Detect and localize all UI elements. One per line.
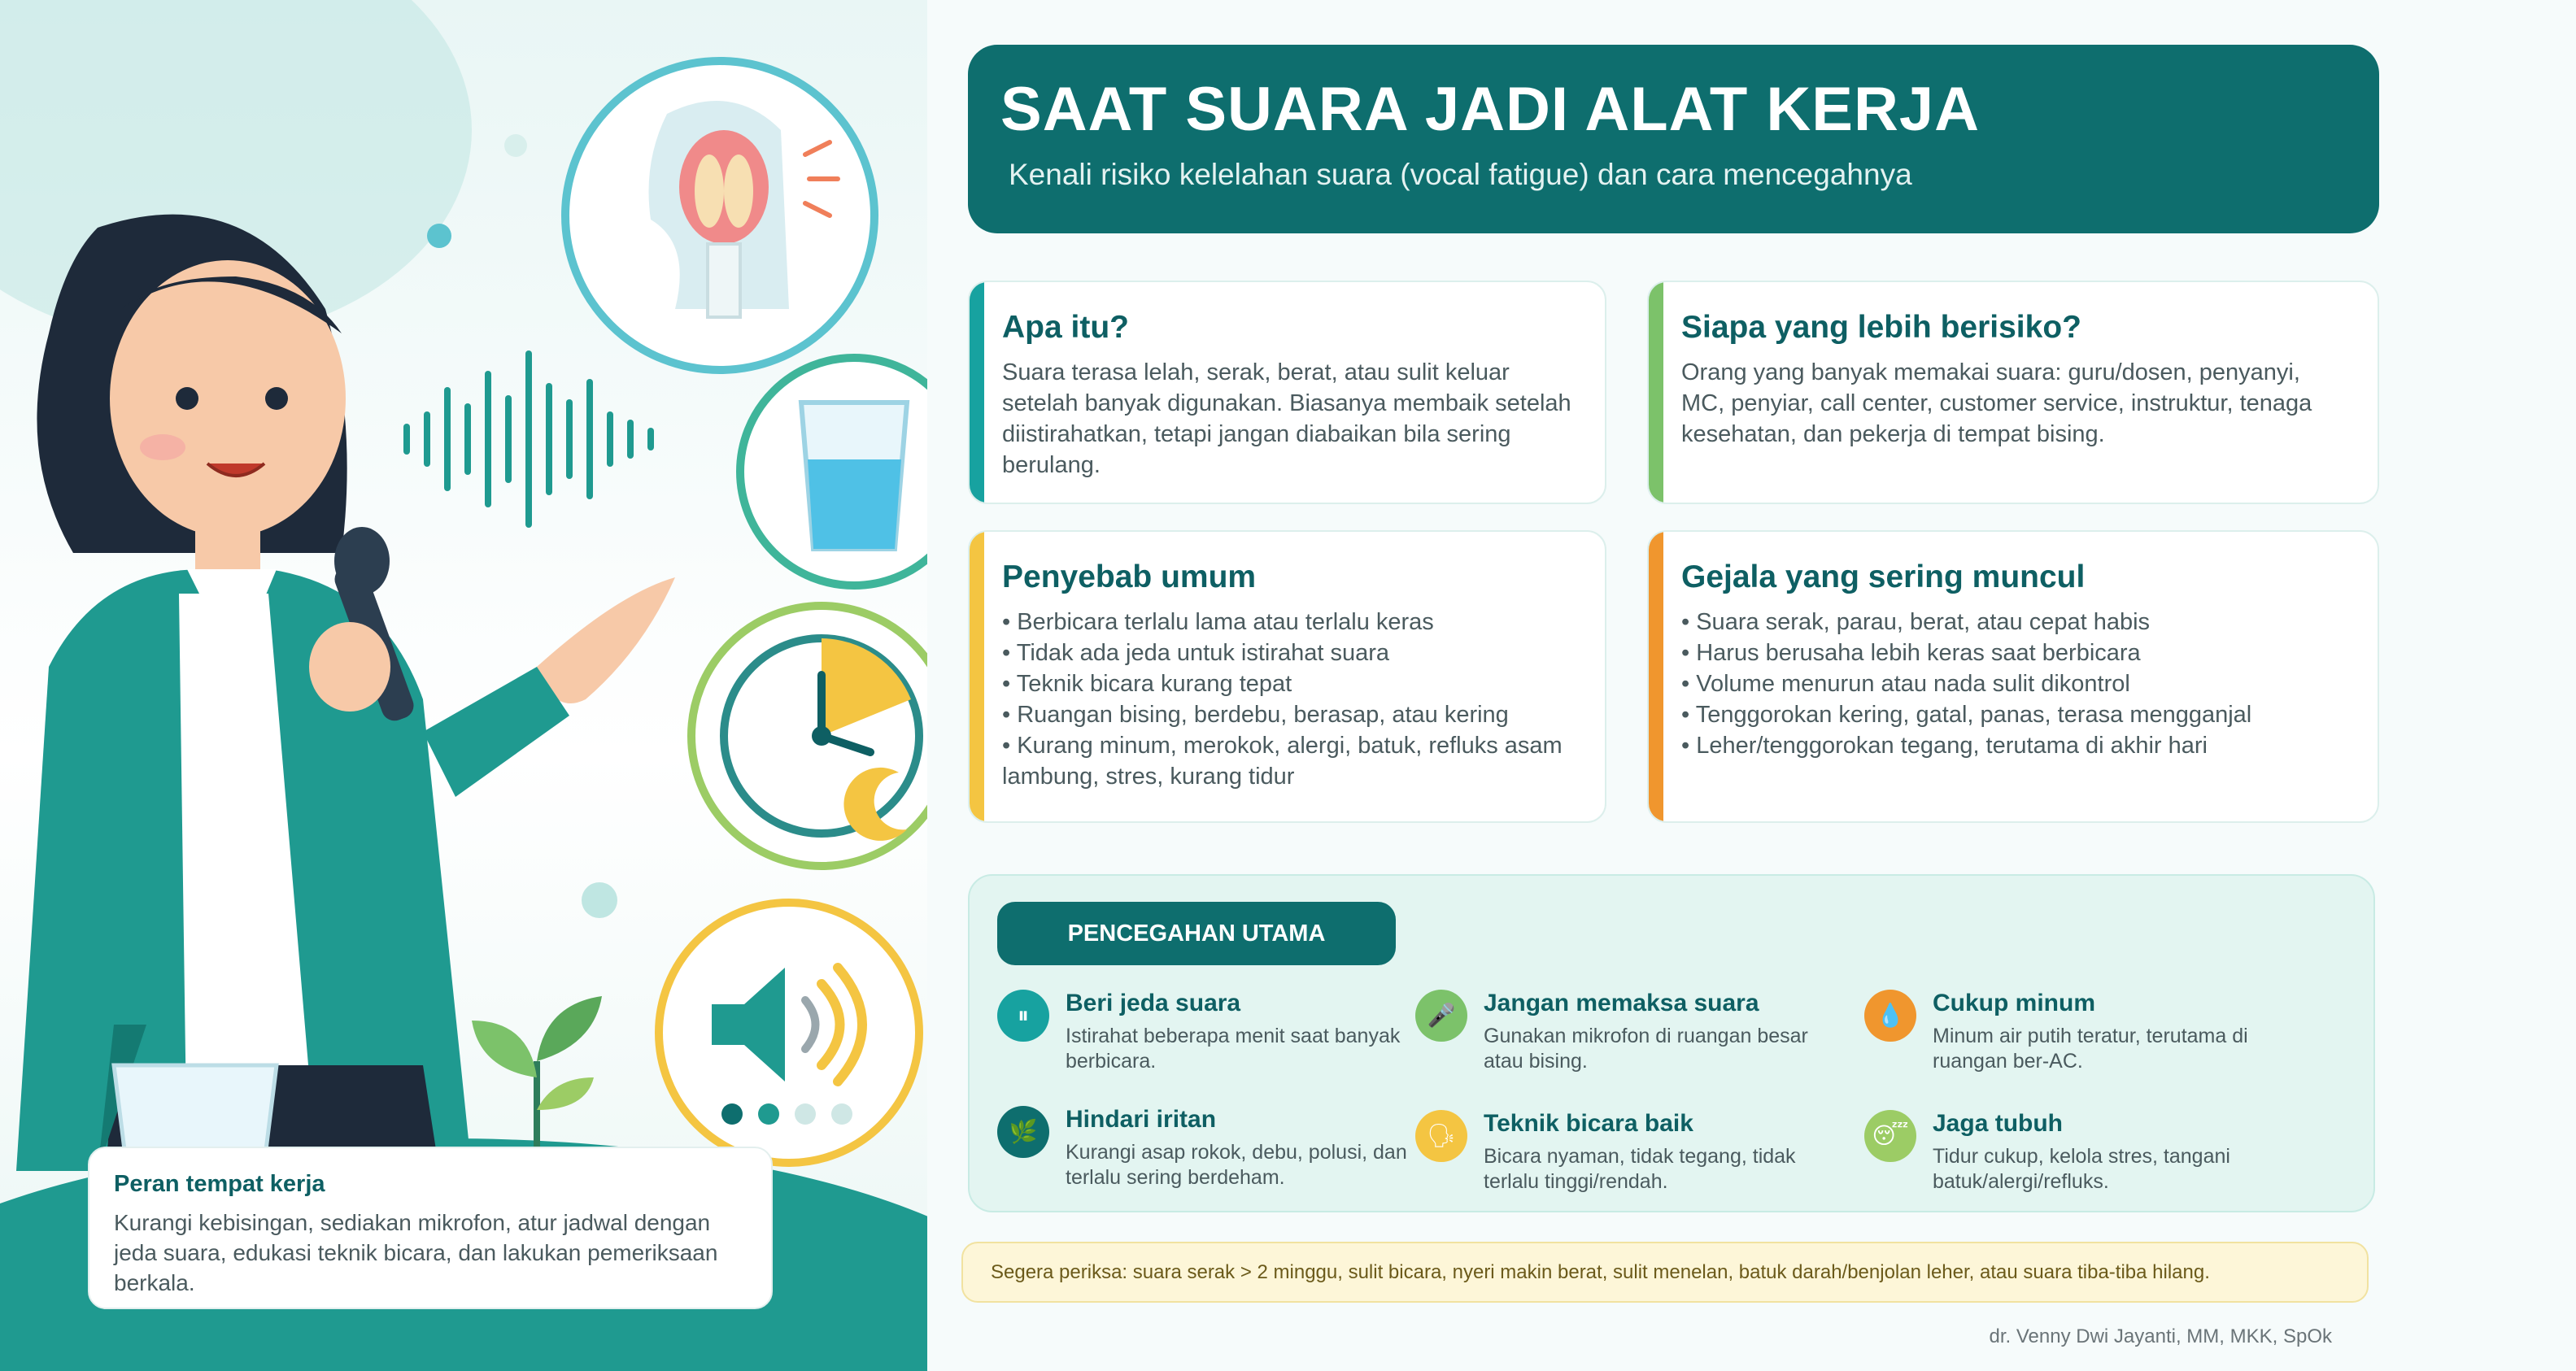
plant-icon (455, 988, 618, 1167)
card-siapa-berisiko (1647, 281, 2379, 504)
card-text: Suara terasa lelah, serak, berat, atau sulit keluar setelah banyak digunakan. Biasanya membaik setelah diistirahatkan, tetapi jangan diabaikan bila sering berulang. (1002, 359, 1571, 478)
page-title: SAAT SUARA JADI ALAT KERJA (1000, 75, 1981, 144)
list-item: • Tenggorokan kering, gatal, panas, terasa mengganjal (1681, 699, 2348, 730)
list-item: • Berbicara terlalu lama atau terlalu keras (1002, 607, 1576, 638)
card-text: Orang yang banyak memakai suara: guru/dosen, penyanyi, MC, penyiar, call center, customer service, instruktur, tenaga kesehatan, dan pekerja di tempat bising. (1681, 359, 2312, 447)
card-accent-bar (970, 532, 984, 821)
workplace-role-card (88, 1147, 773, 1309)
prevention-title: Beri jeda suara (1066, 990, 1241, 1016)
card-accent-bar (1649, 282, 1663, 503)
microphone-icon: 🎤 (1415, 990, 1467, 1042)
water-drop-icon: 💧 (1864, 990, 1916, 1042)
workplace-text: Kurangi kebisingan, sediakan mikrofon, atur jadwal dengan jeda suara, edukasi teknik bicara, dan lakukan pemeriksaan berkala. (114, 1210, 718, 1295)
author-credit: dr. Venny Dwi Jayanti, MM, MKK, SpOk (1989, 1325, 2332, 1347)
list-item: • Teknik bicara kurang tepat (1002, 668, 1576, 699)
card-penyebab (968, 530, 1606, 823)
illustration-panel (0, 0, 927, 1371)
speaking-head-icon: 🗣 (1415, 1110, 1467, 1162)
prevention-desc: Minum air putih teratur, terutama di ruangan ber-AC. (1933, 1025, 2248, 1073)
prevention-desc: Kurangi asap rokok, debu, polusi, dan terlalu sering berdeham. (1066, 1141, 1407, 1189)
prevention-title: Cukup minum (1933, 990, 2095, 1016)
card-title: Gejala yang sering muncul (1681, 559, 2086, 594)
card-title: Apa itu? (1002, 310, 1129, 345)
decor-dot (504, 134, 527, 157)
list-item: • Leher/tenggorokan tegang, terutama di akhir hari (1681, 730, 2348, 761)
list-item: • Harus berusaha lebih keras saat berbicara (1681, 638, 2348, 668)
card-accent-bar (970, 282, 984, 503)
clock-icon (687, 602, 927, 870)
prevention-item (1415, 990, 1838, 1074)
card-accent-bar (1649, 532, 1663, 821)
pause-icon: ⏸ (997, 990, 1049, 1042)
workplace-title: Peran tempat kerja (114, 1171, 325, 1197)
list-item: • Kurang minum, merokok, alergi, batuk, refluks asam lambung, stres, kurang tidur (1002, 730, 1576, 792)
prevention-item (997, 1106, 1420, 1190)
cause-list (1002, 607, 1576, 792)
prevention-section (968, 874, 2375, 1212)
prevention-title: Jangan memaksa suara (1484, 990, 1759, 1016)
page-subtitle: Kenali risiko kelelahan suara (vocal fatigue) dan cara mencegahnya (1009, 158, 1912, 191)
prevention-desc: Gunakan mikrofon di ruangan besar atau bising. (1484, 1025, 1808, 1073)
prevention-desc: Tidur cukup, kelola stres, tangani batuk/alergi/refluks. (1933, 1145, 2230, 1193)
prevention-item (1415, 1110, 1838, 1195)
leaf-icon: 🌿 (997, 1106, 1049, 1158)
warning-banner: Segera periksa: suara serak > 2 minggu, sulit bicara, nyeri makin berat, sulit menelan, batuk darah/benjolan leher, atau suara tiba-tiba hilang. (961, 1242, 2369, 1303)
prevention-desc: Istirahat beberapa menit saat banyak berbicara. (1066, 1025, 1401, 1073)
prevention-label: PENCEGAHAN UTAMA (997, 902, 1396, 965)
prevention-item (997, 990, 1420, 1074)
prevention-title: Hindari iritan (1066, 1106, 1217, 1133)
prevention-desc: Bicara nyaman, tidak tegang, tidak terlalu tinggi/rendah. (1484, 1145, 1796, 1193)
list-item: • Suara serak, parau, berat, atau cepat habis (1681, 607, 2348, 638)
card-title: Penyebab umum (1002, 559, 1257, 594)
prevention-item (1864, 990, 2287, 1074)
card-gejala (1647, 530, 2379, 823)
page-header (968, 45, 2379, 233)
list-item: • Ruangan bising, berdebu, berasap, atau kering (1002, 699, 1576, 730)
card-title: Siapa yang lebih berisiko? (1681, 310, 2081, 345)
prevention-title: Teknik bicara baik (1484, 1110, 1693, 1137)
water-glass-icon (736, 354, 927, 590)
prevention-item (1864, 1110, 2287, 1195)
list-item: • Volume menurun atau nada sulit dikontrol (1681, 668, 2348, 699)
symptom-list (1681, 607, 2348, 761)
sleep-face-icon: 😴 (1864, 1110, 1916, 1162)
prevention-title: Jaga tubuh (1933, 1110, 2064, 1137)
list-item: • Tidak ada jeda untuk istirahat suara (1002, 638, 1576, 668)
card-apa-itu (968, 281, 1606, 504)
